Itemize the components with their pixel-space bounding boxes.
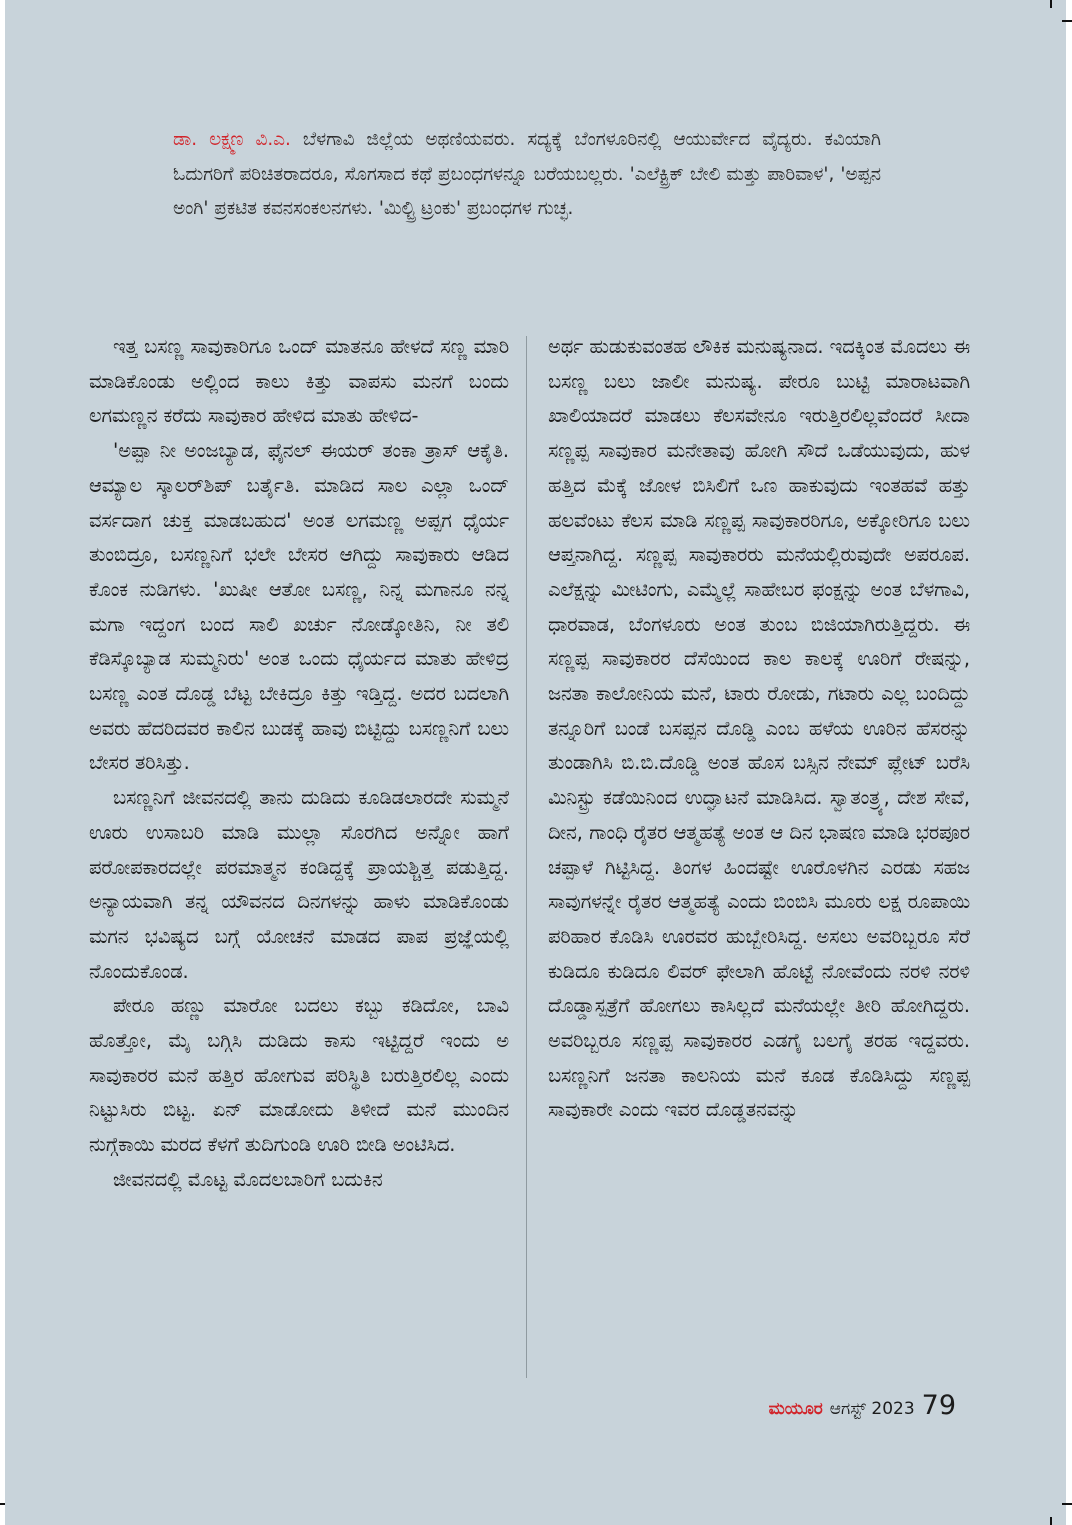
crop-mark [1062, 1503, 1072, 1505]
crop-mark [0, 1503, 5, 1505]
crop-mark [1050, 1517, 1052, 1525]
paragraph: ಜೀವನದಲ್ಲಿ ಮೊಟ್ಟ ಮೊದಲಬಾರಿಗೆ ಬದುಕಿನ [113, 1167, 383, 1191]
paragraph: ಪೇರೂ ಹಣ್ಣು ಮಾರೋ ಬದಲು ಕಬ್ಬು ಕಡಿದೋ, ಬಾವಿ ಹೊತ್ತೋ, ಮೈ ಬಗ್ಗಿಸಿ ದುಡಿದು ಕಾಸು ಇಟ್ಟಿದ್ದರೆ ಇಂದು ಅ ಸಾವುಕಾರರ ಮನೆ ಹತ್ತಿರ ಹೋಗುವ ಪರಿಸ್ಥಿತಿ ಬರುತ್ತಿರಲಿಲ್ಲ ಎಂದು ನಿಟ್ಟುಸಿರು ಬಿಟ್ಟ. ಏನ್ ಮಾಡೋದು ತಿಳೀದೆ ಮನೆ ಮುಂದಿನ ನುಗ್ಗೆಕಾಯಿ ಮರದ ಕೆಳಗೆ ತುದಿಗುಂಡಿ ಊರಿ ಬೀಡಿ ಅಂಟಿಸಿದ. [89, 994, 509, 1157]
left-column [89, 330, 509, 1198]
author-name: ಡಾ. ಲಕ್ಷ್ಮಣ ವಿ.ಎ. [173, 129, 291, 150]
magazine-page [5, 0, 1066, 1525]
page-footer [769, 1390, 956, 1421]
column-divider [526, 336, 527, 1378]
magazine-name: ಮಯೂರ [768, 1399, 823, 1419]
right-column [548, 330, 970, 1128]
author-bio-text: ಬೆಳಗಾವಿ ಜಿಲ್ಲೆಯ ಅಥಣಿಯವರು. ಸದ್ಯಕ್ಕೆ ಬೆಂಗಳೂರಿನಲ್ಲಿ ಆಯುರ್ವೇದ ವೈದ್ಯರು. ಕವಿಯಾಗಿ ಓದುಗರಿಗೆ ಪರಿಚಿತರಾದರೂ, ಸೊಗಸಾದ ಕಥೆ ಪ್ರಬಂಧಗಳನ್ನೂ ಬರೆಯಬಲ್ಲರು. 'ಎಲೆಕ್ಟ್ರಿಕ್ ಬೇಲಿ ಮತ್ತು ಪಾರಿವಾಳ', 'ಅಪ್ಪನ ಅಂಗಿ' ಪ್ರಕಟಿತ ಕವನಸಂಕಲನಗಳು. 'ಮಿಲ್ಟ್ರಿ ಟ್ರಂಕು' ಪ್ರಬಂಧಗಳ ಗುಚ್ಛ. [173, 129, 881, 219]
crop-mark [1062, 20, 1072, 22]
crop-mark [1050, 0, 1052, 8]
author-bio [173, 123, 881, 227]
issue-date: ಆಗಸ್ಟ್ 2023 [829, 1399, 915, 1419]
page-number: 79 [921, 1390, 956, 1421]
paragraph: 'ಅಪ್ಪಾ ನೀ ಅಂಜಬ್ಯಾಡ, ಫೈನಲ್ ಈಯರ್ ತಂಕಾ ತ್ರಾಸ್ ಆಕೈತಿ. ಆಮ್ಯಾಲ ಸ್ಕಾಲರ್‌ಶಿಪ್ ಬರ್ತೈತಿ. ಮಾಡಿದ ಸಾಲ ಎಲ್ಲಾ ಒಂದ್ ವರ್ಸದಾಗ ಚುಕ್ತ ಮಾಡಬಹುದ' ಅಂತ ಲಗಮಣ್ಣ ಅಪ್ಪಗ ಧೈರ್ಯ ತುಂಬಿದ್ರೂ, ಬಸಣ್ಣನಿಗೆ ಭಲೇ ಬೇಸರ ಆಗಿದ್ದು ಸಾವುಕಾರು ಆಡಿದ ಕೊಂಕ ನುಡಿಗಳು. 'ಖುಷೀ ಆತೋ ಬಸಣ್ಣ, ನಿನ್ನ ಮಗಾನೂ ನನ್ನ ಮಗಾ ಇದ್ದಂಗ ಬಂದ ಸಾಲಿ ಖರ್ಚು ನೋಡ್ಕೋತಿನಿ, ನೀ ತಲಿ ಕೆಡಿಸ್ಕೊಬ್ಯಾಡ ಸುಮ್ಮನಿರು' ಅಂತ ಒಂದು ಧೈರ್ಯದ ಮಾತು ಹೇಳಿದ್ರ ಬಸಣ್ಣ ಎಂತ ದೊಡ್ಡ ಬೆಟ್ಟ ಬೇಕಿದ್ರೂ ಕಿತ್ತು ಇಡ್ತಿದ್ದ. ಅದರ ಬದಲಾಗಿ ಅವರು ಹೆದರಿದವರ ಕಾಲಿನ ಬುಡಕ್ಕೆ ಹಾವು ಬಿಟ್ಟಿದ್ದು ಬಸಣ್ಣನಿಗೆ ಬಲು ಬೇಸರ ತರಿಸಿತ್ತು. [89, 439, 509, 775]
paragraph: ಅರ್ಥ ಹುಡುಕುವಂತಹ ಲೌಕಿಕ ಮನುಷ್ಯನಾದ. ಇದಕ್ಕಿಂತ ಮೊದಲು ಈ ಬಸಣ್ಣ ಬಲು ಜಾಲೀ ಮನುಷ್ಯ. ಪೇರೂ ಬುಟ್ಟಿ ಮಾರಾಟವಾಗಿ ಖಾಲಿಯಾದರೆ ಮಾಡಲು ಕೆಲಸವೇನೂ ಇರುತ್ತಿರಲಿಲ್ಲವೆಂದರೆ ಸೀದಾ ಸಣ್ಣಪ್ಪ ಸಾವುಕಾರ ಮನೇತಾವು ಹೋಗಿ ಸೌದೆ ಒಡೆಯುವುದು, ಹುಳ ಹತ್ತಿದ ಮೆಕ್ಕೆ ಜೋಳ ಬಿಸಿಲಿಗೆ ಒಣ ಹಾಕುವುದು ಇಂತಹವೆ ಹತ್ತು ಹಲವೆಂಟು ಕೆಲಸ ಮಾಡಿ ಸಣ್ಣಪ್ಪ ಸಾವುಕಾರರಿಗೂ, ಅಕ್ಕೋರಿಗೂ ಬಲು ಆಪ್ತನಾಗಿದ್ದ. ಸಣ್ಣಪ್ಪ ಸಾವುಕಾರರು ಮನೆಯಲ್ಲಿರುವುದೇ ಅಪರೂಪ. ಎಲೆಕ್ಷನ್ನು ಮೀಟಿಂಗು, ಎಮ್ಮೆಲ್ಲೆ ಸಾಹೇಬರ ಫಂಕ್ಷನ್ನು ಅಂತ ಬೆಳಗಾವಿ, ಧಾರವಾಡ, ಬೆಂಗಳೂರು ಅಂತ ತುಂಬ ಬಿಜಿಯಾಗಿರುತ್ತಿದ್ದರು. ಈ ಸಣ್ಣಪ್ಪ ಸಾವುಕಾರರ ದೆಸೆಯಿಂದ ಕಾಲ ಕಾಲಕ್ಕೆ ಊರಿಗೆ ರೇಷನ್ನು, ಜನತಾ ಕಾಲೋನಿಯ ಮನೆ, ಟಾರು ರೋಡು, ಗಟಾರು ಎಲ್ಲ ಬಂದಿದ್ದು ತನ್ನೂರಿಗೆ ಬಂಡೆ ಬಸಪ್ಪನ ದೊಡ್ಡಿ ಎಂಬ ಹಳೆಯ ಊರಿನ ಹೆಸರನ್ನು ತುಂಡಾಗಿಸಿ ಬಿ.ಬಿ.ದೊಡ್ಡಿ ಅಂತ ಹೊಸ ಬಸ್ಸಿನ ನೇಮ್ ಪ್ಲೇಟ್ ಬರೆಸಿ ಮಿನಿಸ್ಟ್ರು ಕಡೆಯಿನಿಂದ ಉದ್ಘಾಟನೆ ಮಾಡಿಸಿದ. ಸ್ವಾತಂತ್ರ್ಯ, ದೇಶ ಸೇವೆ, ದೀನ, ಗಾಂಧಿ ರೈತರ ಆತ್ಮಹತ್ಯೆ ಅಂತ ಆ ದಿನ ಭಾಷಣ ಮಾಡಿ ಭರಪೂರ ಚಪ್ಪಾಳೆ ಗಿಟ್ಟಿಸಿದ್ದ. ತಿಂಗಳ ಹಿಂದಷ್ಟೇ ಊರೊಳಗಿನ ಎರಡು ಸಹಜ ಸಾವುಗಳನ್ನೇ ರೈತರ ಆತ್ಮಹತ್ಯೆ ಎಂದು ಬಿಂಬಿಸಿ ಮೂರು ಲಕ್ಷ ರೂಪಾಯಿ ಪರಿಹಾರ ಕೊಡಿಸಿ ಊರವರ ಹುಬ್ಬೇರಿಸಿದ್ದ. ಅಸಲು ಅವರಿಬ್ಬರೂ ಸೆರೆ ಕುಡಿದೂ ಕುಡಿದೂ ಲಿವರ್ ಫೇಲಾಗಿ ಹೊಟ್ಟೆ ನೋವೆಂದು ನರಳಿ ನರಳಿ ದೊಡ್ಡಾಸ್ಪತ್ರೆಗೆ ಹೋಗಲು ಕಾಸಿಲ್ಲದೆ ಮನೆಯಲ್ಲೇ ತೀರಿ ಹೋಗಿದ್ದರು. ಅವರಿಬ್ಬರೂ ಸಣ್ಣಪ್ಪ ಸಾವುಕಾರರ ಎಡಗೈ ಬಲಗೈ ತರಹ ಇದ್ದವರು. ಬಸಣ್ಣನಿಗೆ ಜನತಾ ಕಾಲನಿಯ ಮನೆ ಕೂಡ ಕೊಡಿಸಿದ್ದು ಸಣ್ಣಪ್ಪ ಸಾವುಕಾರೇ ಎಂದು ಇವರ ದೊಡ್ಡತನವನ್ನು [548, 335, 970, 1122]
paragraph: ಇತ್ತ ಬಸಣ್ಣ ಸಾವುಕಾರಿಗೂ ಒಂದ್ ಮಾತನೂ ಹೇಳದೆ ಸಣ್ಣ ಮಾರಿ ಮಾಡಿಕೊಂಡು ಅಲ್ಲಿಂದ ಕಾಲು ಕಿತ್ತು ವಾಪಸು ಮನಗೆ ಬಂದು ಲಗಮಣ್ಣನ ಕರೆದು ಸಾವುಕಾರ ಹೇಳಿದ ಮಾತು ಹೇಳಿದ- [89, 335, 509, 428]
paragraph: ಬಸಣ್ಣನಿಗೆ ಜೀವನದಲ್ಲಿ ತಾನು ದುಡಿದು ಕೂಡಿಡಲಾರದೇ ಸುಮ್ಮನೆ ಊರು ಉಸಾಬರಿ ಮಾಡಿ ಮುಲ್ಲಾ ಸೊರಗಿದ ಅನ್ನೋ ಹಾಗೆ ಪರೋಪಕಾರದಲ್ಲೇ ಪರಮಾತ್ಮನ ಕಂಡಿದ್ದಕ್ಕೆ ಪ್ರಾಯಶ್ಚಿತ್ತ ಪಡುತ್ತಿದ್ದ. ಅನ್ಯಾಯವಾಗಿ ತನ್ನ ಯೌವನದ ದಿನಗಳನ್ನು ಹಾಳು ಮಾಡಿಕೊಂಡು ಮಗನ ಭವಿಷ್ಯದ ಬಗ್ಗೆ ಯೋಚನೆ ಮಾಡದ ಪಾಪ ಪ್ರಜ್ಞೆಯಲ್ಲಿ ನೊಂದುಕೊಂಡ. [89, 786, 509, 983]
